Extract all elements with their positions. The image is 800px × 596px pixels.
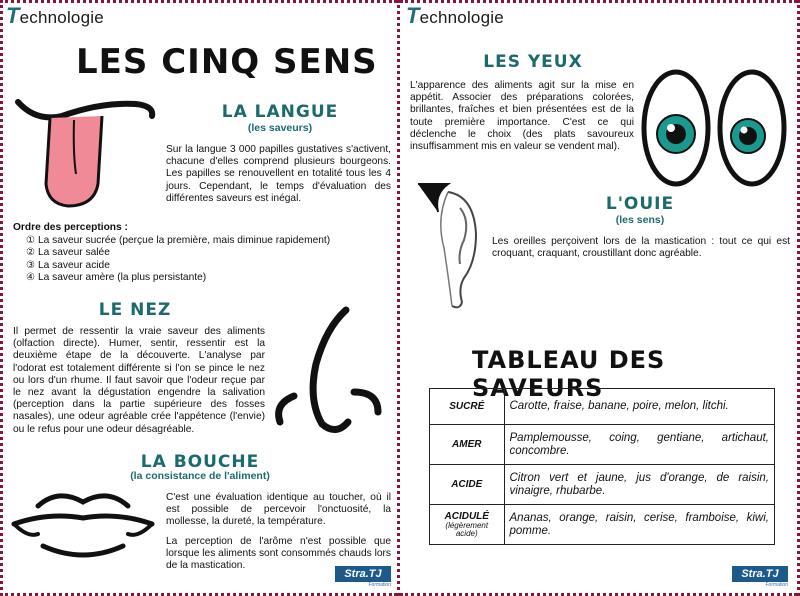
saveur-key: SUCRÉ (430, 389, 505, 425)
perception-item: ③ La saveur acide (26, 259, 110, 271)
perception-item: ④ La saveur amère (la plus persistante) (26, 272, 207, 284)
nez-text: Il permet de ressentir la vraie saveur des aliments (olfaction directe). Humer, sentir, ressentir est la deuxième étape de la découverte. L'analyse par l'odorat est totalement différente si l'on se pince le nez ou lors d'un rhume. Il faut savoir que l'odeur reçue par le nez avant la dégustation engendre la salivation (perception dans la partie supérieure des fosses nasales), une odeur agréable crée l'appétence (l'envie) ou le refus pour une odeur désagréable. (13, 326, 265, 435)
ouie-title: L'OUIE (605, 194, 675, 214)
ear-icon (414, 178, 494, 313)
saveur-value: Citron vert et jaune, jus d'orange, de raisin, vinaigre, rhubarbe. (504, 465, 775, 505)
saveur-key: AMER (430, 425, 505, 465)
perception-heading: Ordre des perceptions : (13, 222, 128, 233)
bouche-text-1: C'est une évaluation identique au toucher, où il est possible de percevoir l'onctuosité, la mollesse, la dureté, la température. (166, 492, 391, 528)
ouie-subtitle: (les sens) (615, 214, 665, 226)
saveurs-table (429, 388, 775, 545)
perception-order (13, 222, 330, 285)
langue-subtitle: (les saveurs) (247, 122, 313, 134)
tongue-icon (6, 94, 166, 214)
perception-item: ① La saveur sucrée (perçue la première, mais diminue rapidement) (26, 234, 331, 246)
eyes-icon (636, 66, 796, 192)
page-header: Technologie (406, 3, 504, 28)
table-row (430, 389, 775, 425)
right-page (400, 0, 800, 596)
nose-icon (268, 304, 390, 444)
table-row (430, 465, 775, 505)
bouche-text-2: La perception de l'arôme n'est possible que lorsque les aliments sont consommés chauds lors de la mastication. (166, 536, 391, 572)
yeux-text: L'apparence des aliments agit sur la mise en appétit. Associer des préparations colorées, brillantes, fraîches et bien présentées est de la toute première importance. C'est ce qui déclenche le choix (des plats savoureux insuffisamment mis en valeur se vendent mal). (410, 80, 634, 153)
bouche-title: LA BOUCHE (140, 452, 260, 472)
ouie-text: Les oreilles perçoivent lors de la mastication : tout ce qui est croquant, craquant, croustillant donc agréable. (492, 236, 790, 260)
table-row (430, 505, 775, 545)
page-header: Technologie (6, 3, 104, 28)
bouche-subtitle: (la consistance de l'aliment) (130, 470, 270, 482)
main-title: LES CINQ SENS (76, 42, 378, 82)
saveur-key: ACIDULÉ (légèrement acide) (430, 505, 505, 545)
nez-title: LE NEZ (98, 300, 172, 320)
perception-item: ② La saveur salée (26, 247, 110, 259)
saveur-value: Ananas, orange, raisin, cerise, framboise, kiwi, pomme. (504, 505, 775, 545)
strat-logo: Stra.TJ Formation (730, 566, 788, 592)
saveur-key: ACIDE (430, 465, 505, 505)
strat-logo: Stra.TJ Formation (333, 566, 391, 592)
tableau-title: TABLEAU DES SAVEURS (472, 346, 666, 402)
saveur-value: Pamplemousse, coing, gentiane, artichaut, concombre. (504, 425, 775, 465)
yeux-title: LES YEUX (483, 52, 583, 72)
langue-title: LA LANGUE (221, 102, 339, 122)
saveur-value: Carotte, fraise, banane, poire, melon, litchi. (504, 389, 775, 425)
langue-text: Sur la langue 3 000 papilles gustatives s'activent, chacune d'elles comprend plusieurs bourgeons. Les papilles se renouvellent en totalité tous les 4 jours. Cependant, le temps d'évaluation des différentes saveurs est inégal. (166, 144, 391, 204)
mouth-icon (8, 486, 158, 566)
table-row (430, 425, 775, 465)
